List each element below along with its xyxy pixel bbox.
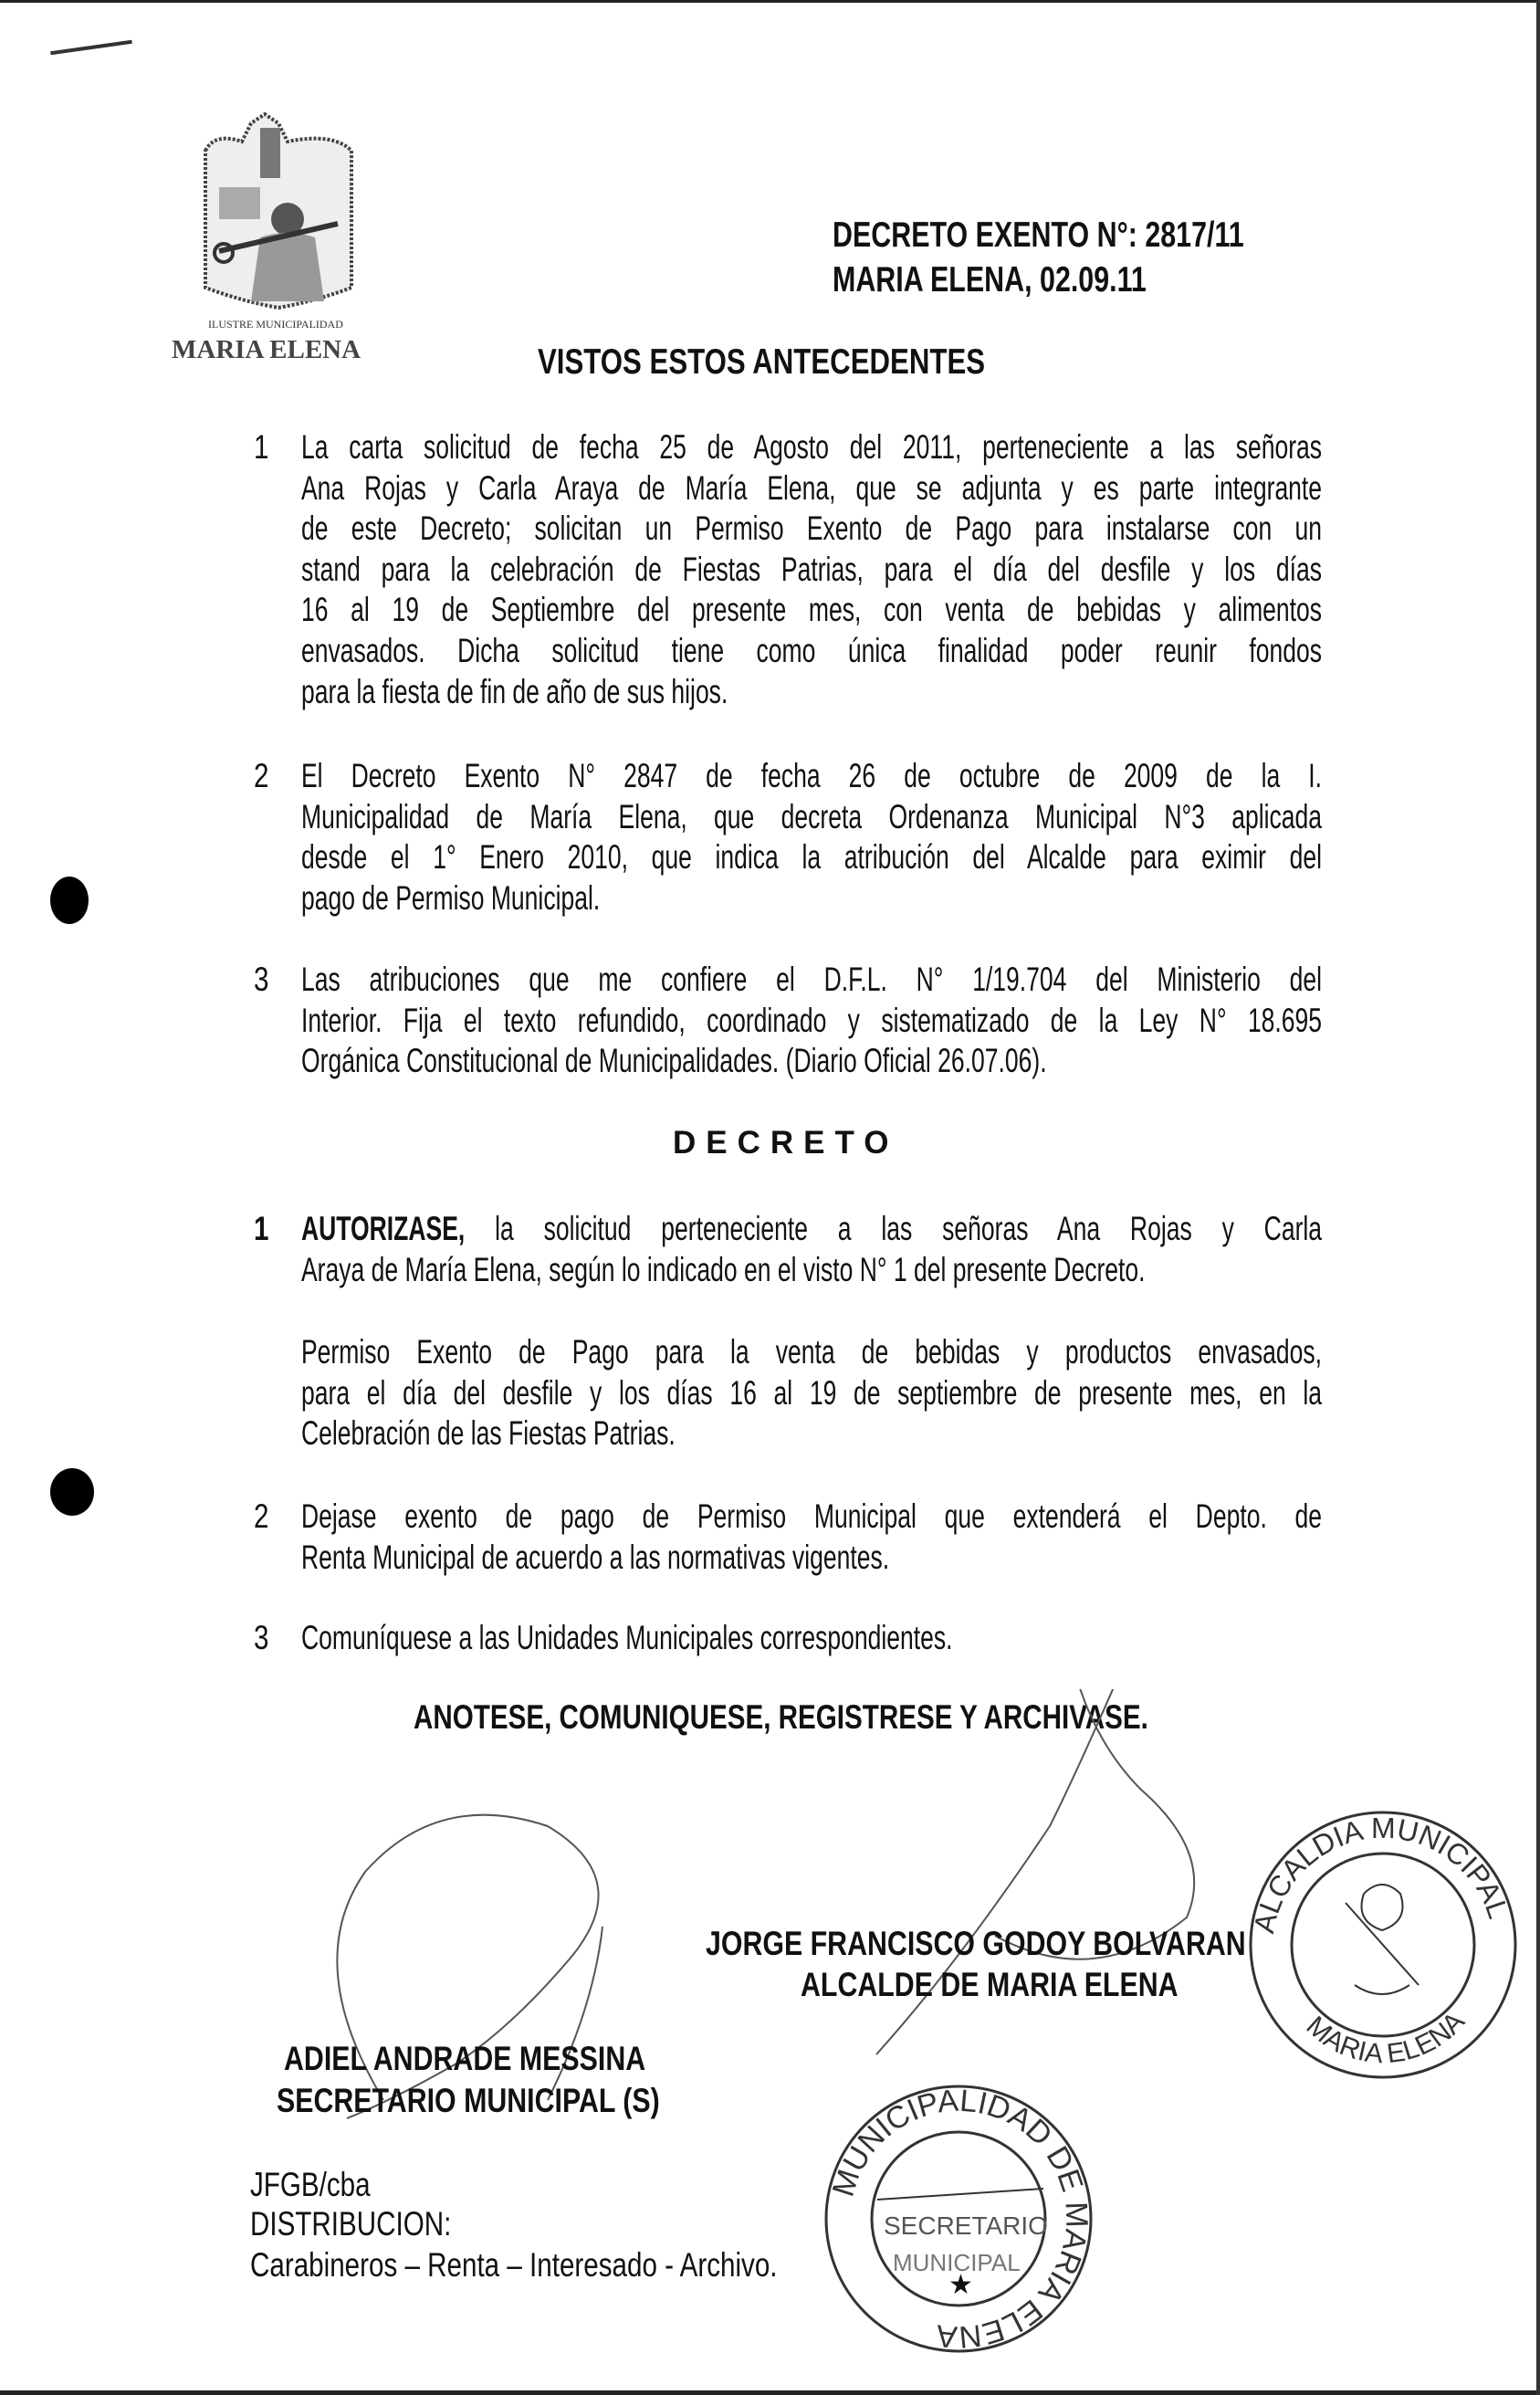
text-line: Las atribuciones que me confiere el D.F.L. N° 1/19.704 del Ministerio del bbox=[301, 961, 1323, 998]
decreto-item-1-detail bbox=[301, 1332, 1322, 1455]
secretary-stamp-center-2: MUNICIPAL bbox=[893, 2249, 1021, 2276]
secretary-stamp-center: SECRETARIO bbox=[884, 2211, 1048, 2240]
authorize-keyword: AUTORIZASE, bbox=[301, 1210, 466, 1247]
vistos-item-2 bbox=[301, 756, 1322, 919]
scan-mark bbox=[50, 40, 132, 55]
secretary-name: ADIEL ANDRADE MESSINA bbox=[284, 2040, 646, 2077]
logo-subtitle: ILUSTRE MUNICIPALIDAD bbox=[208, 318, 343, 331]
initials: JFGB/cba bbox=[250, 2166, 371, 2203]
text-line: La carta solicitud de fecha 25 de Agosto del 2011, perteneciente a las señoras bbox=[301, 428, 1323, 466]
vistos-item-1 bbox=[301, 427, 1322, 712]
text-line: Dejase exento de pago de Permiso Municipal que extenderá el Depto. de bbox=[301, 1497, 1323, 1535]
secretary-stamp-group bbox=[826, 2083, 1095, 2354]
place-date: MARIA ELENA, 02.09.11 bbox=[833, 260, 1147, 299]
mayor-title: ALCALDE DE MARIA ELENA bbox=[801, 1966, 1179, 2003]
text-line: pago de Permiso Municipal. bbox=[301, 878, 601, 917]
vistos-item-3 bbox=[301, 960, 1322, 1082]
text-line: Ana Rojas y Carla Araya de María Elena, que se adjunta y es parte integrante bbox=[301, 468, 1323, 507]
item-number: 3 bbox=[254, 961, 269, 998]
mayor-stamp bbox=[1251, 1812, 1515, 2077]
text-line: Orgánica Constitucional de Municipalidades. (Diario Oficial 26.07.06). bbox=[301, 1042, 1047, 1080]
text-line: Celebración de las Fiestas Patrias. bbox=[301, 1414, 676, 1453]
decreto-heading: DECRETO bbox=[673, 1125, 899, 1161]
mayor-stamp-bottom-text: MARIA ELENA bbox=[1300, 2006, 1471, 2070]
item-number: 2 bbox=[254, 757, 269, 794]
logo-title: MARIA ELENA bbox=[172, 335, 361, 364]
distribution-label: DISTRIBUCION: bbox=[250, 2205, 452, 2243]
item-number: 2 bbox=[254, 1497, 269, 1535]
star-icon: ★ bbox=[948, 2270, 973, 2300]
text-line: El Decreto Exento N° 2847 de fecha 26 de octubre de 2009 de la I. bbox=[301, 757, 1323, 794]
distribution-list: Carabineros – Renta – Interesado - Archivo. bbox=[250, 2246, 778, 2284]
text-line: Renta Municipal de acuerdo a las normativas vigentes. bbox=[301, 1538, 890, 1576]
item-number: 1 bbox=[254, 1210, 269, 1247]
closing-formula: ANOTESE, COMUNIQUESE, REGISTRESE Y ARCHIVASE. bbox=[414, 1698, 1148, 1736]
decree-number: DECRETO EXENTO N°: 2817/11 bbox=[833, 215, 1244, 255]
coat-of-arms-icon bbox=[196, 105, 361, 310]
text-line: Permiso Exento de Pago para la venta de bebidas y productos envasados, bbox=[301, 1333, 1323, 1371]
item-number: 1 bbox=[254, 428, 269, 466]
punch-hole-mark bbox=[50, 1468, 94, 1516]
text-line: 16 al 19 de Septiembre del presente mes, con venta de bebidas y alimentos bbox=[301, 591, 1323, 629]
decreto-item-2 bbox=[301, 1497, 1322, 1578]
text-line: desde el 1° Enero 2010, que indica la atribución del Alcalde para eximir del bbox=[301, 838, 1323, 877]
stamps-and-signatures bbox=[0, 1689, 1540, 2395]
text-line: Araya de María Elena, según lo indicado en el visto N° 1 del presente Decreto. bbox=[301, 1250, 1146, 1288]
secretary-title: SECRETARIO MUNICIPAL (S) bbox=[277, 2082, 660, 2119]
scan-border-top bbox=[0, 0, 1540, 3]
mayor-stamp-top-text: ALCALDIA MUNICIPAL bbox=[1247, 1811, 1515, 1937]
text-line: stand para la celebración de Fiestas Patrias, para el día del desfile y los días bbox=[301, 550, 1323, 588]
vistos-heading: VISTOS ESTOS ANTECEDENTES bbox=[538, 342, 986, 382]
item-number: 3 bbox=[254, 1619, 269, 1656]
decreto-item-1 bbox=[301, 1209, 1322, 1290]
decreto-item-3 bbox=[301, 1618, 1322, 1659]
text-line: Comuníquese a las Unidades Municipales correspondientes. bbox=[301, 1619, 953, 1656]
text-line: para la fiesta de fin de año de sus hijos. bbox=[301, 672, 728, 710]
text-span: la solicitud perteneciente a las señoras Ana Rojas y Carla bbox=[465, 1210, 1323, 1247]
text-line: Interior. Fija el texto refundido, coordinado y sistematizado de la Ley N° 18.695 bbox=[301, 1001, 1323, 1039]
text-line bbox=[301, 1209, 1322, 1250]
mayor-name: JORGE FRANCISCO GODOY BOLVARAN bbox=[706, 1925, 1246, 1962]
punch-hole-mark bbox=[50, 877, 89, 924]
text-line: para el día del desfile y los días 16 al 19 de septiembre de presente mes, en la bbox=[301, 1373, 1323, 1412]
text-line: envasados. Dicha solicitud tiene como única finalidad poder reunir fondos bbox=[301, 631, 1323, 669]
text-line: Municipalidad de María Elena, que decreta Ordenanza Municipal N°3 aplicada bbox=[301, 797, 1323, 835]
secretary-stamp-ring-text: MUNICIPALIDAD DE MARIA ELENA bbox=[825, 2083, 1095, 2355]
mayor-stamp-group bbox=[1247, 1812, 1515, 2077]
text-line: de este Decreto; solicitan un Permiso Exento de Pago para instalarse con un bbox=[301, 509, 1323, 548]
